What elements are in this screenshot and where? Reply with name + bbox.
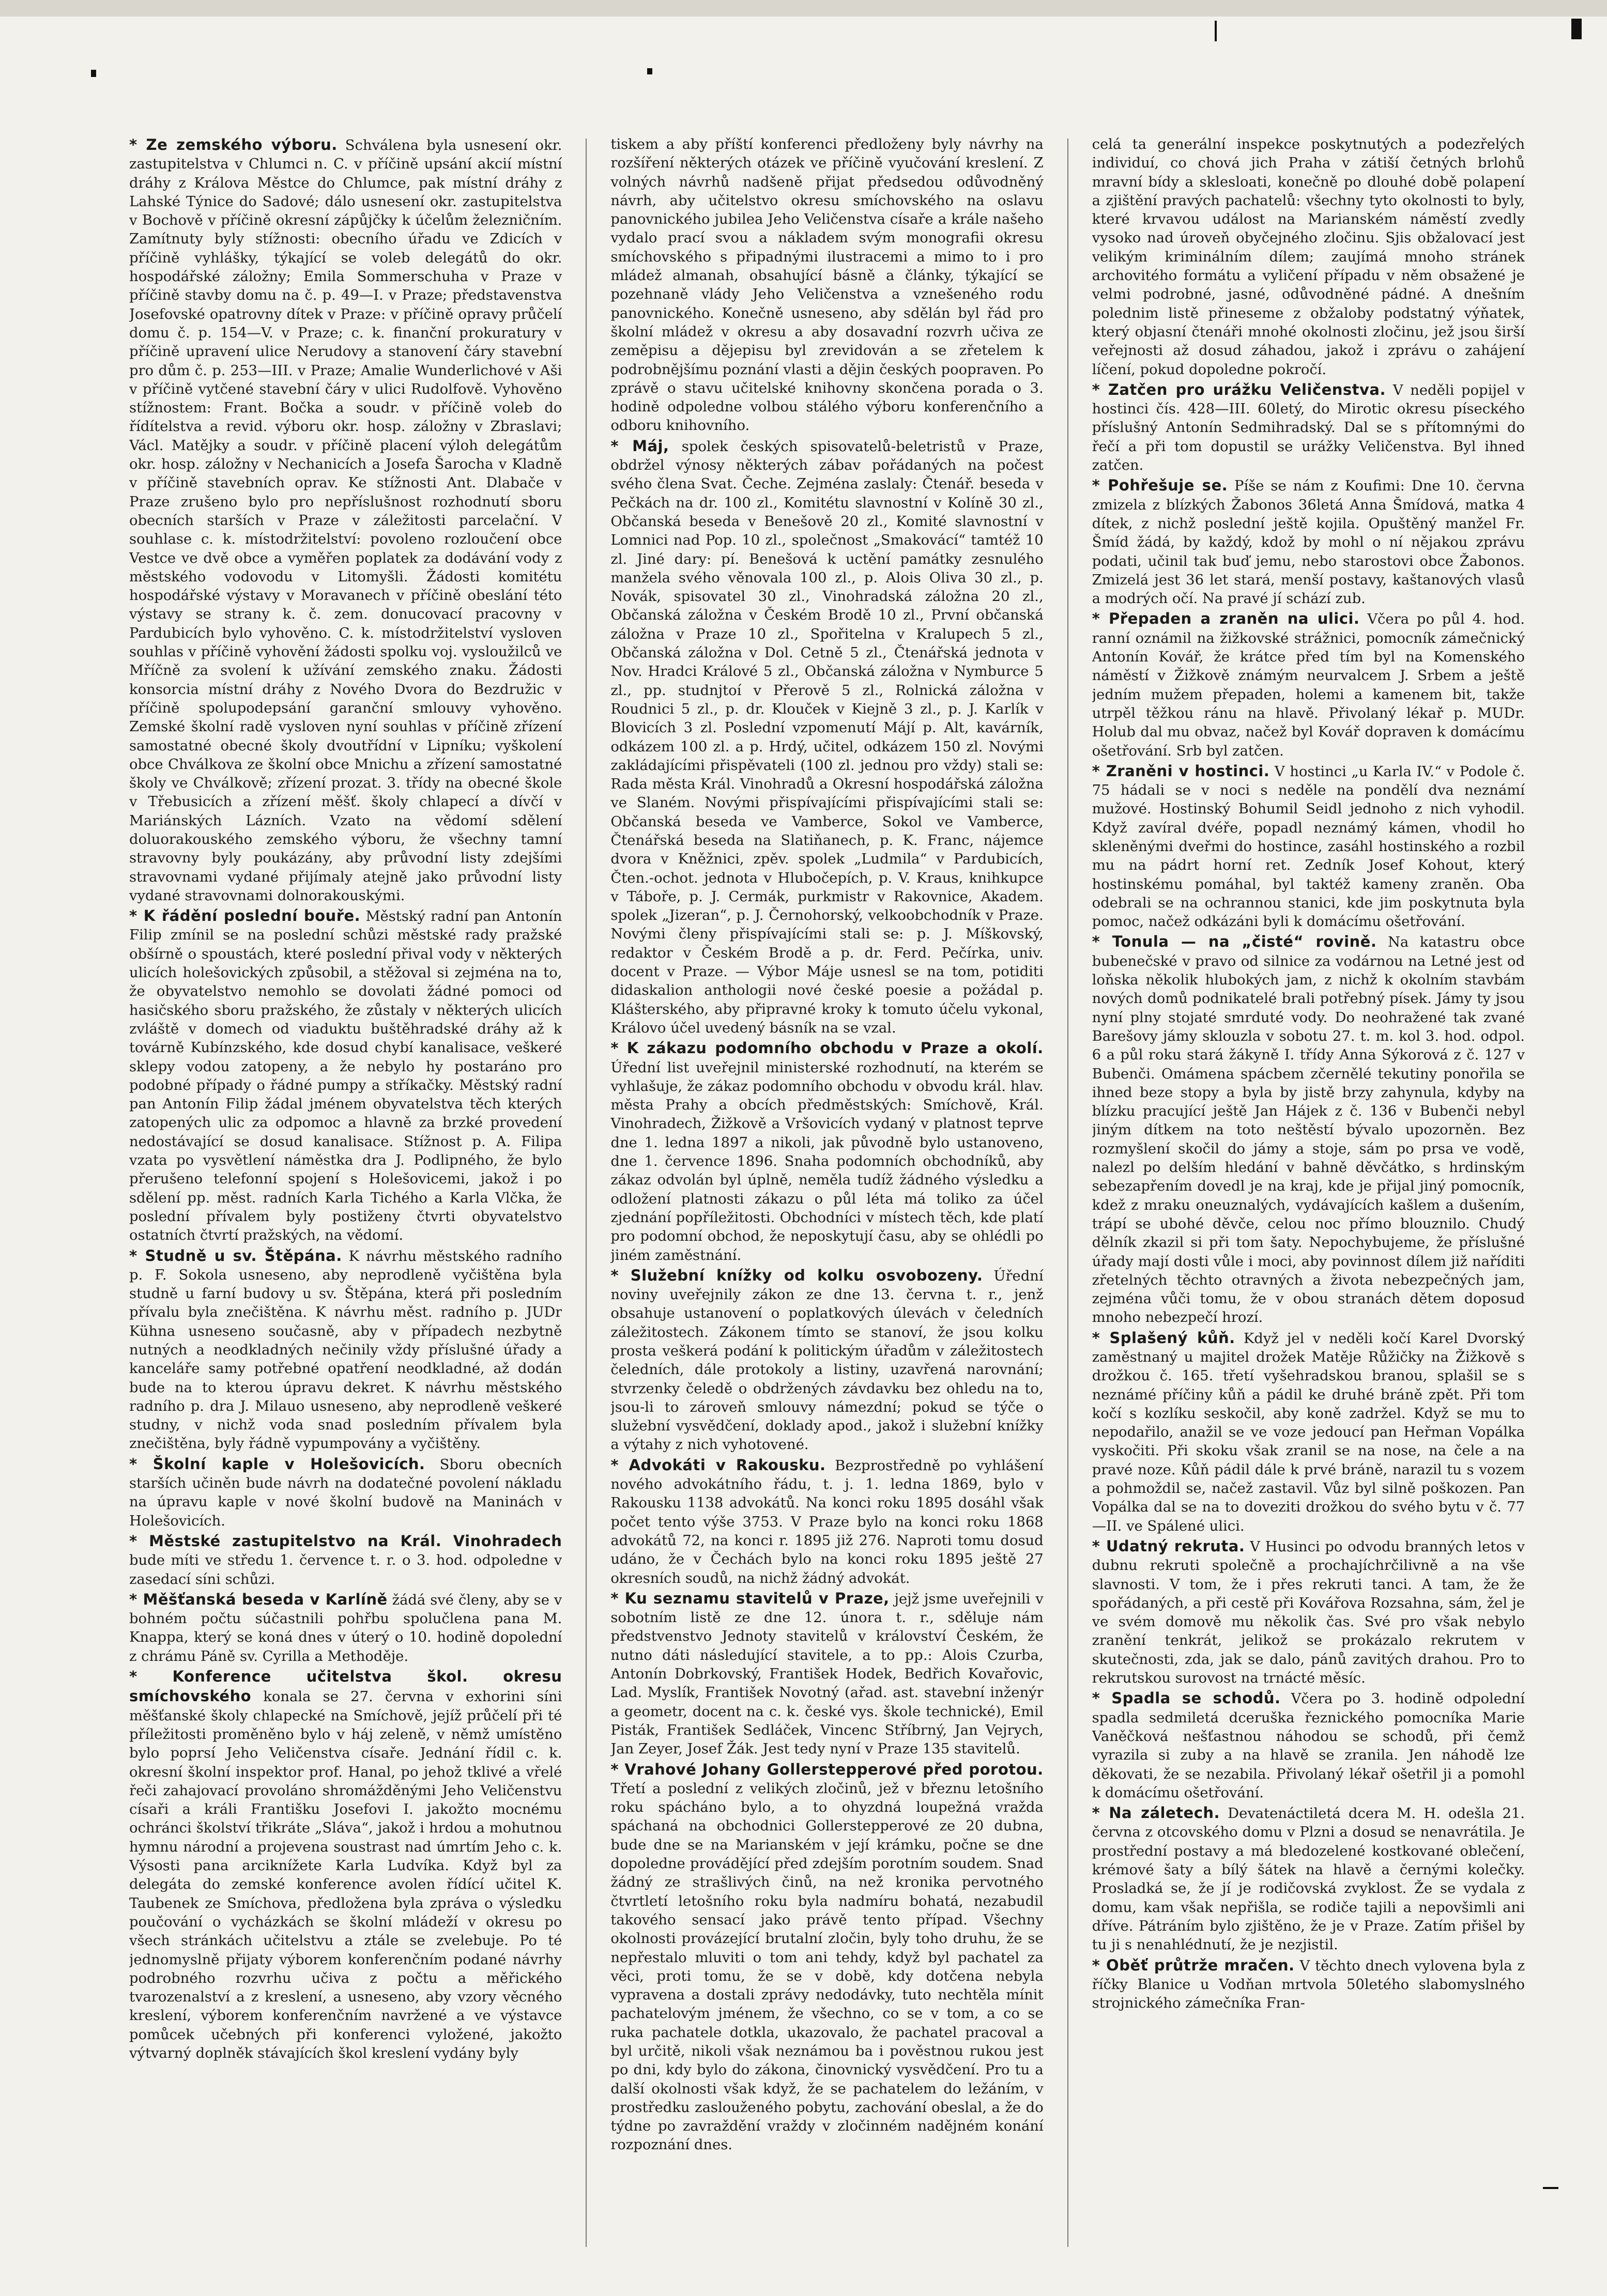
news-item bbox=[1092, 380, 1525, 475]
news-item-body: K návrhu městského radního p. F. Sokola usneseno, aby neprodleně vyčištěna byla studně u farní budovy u sv. Štěpána, která při posledním přívalu byla znečištěna. K návrhu měst. radního p. JUDr Kühna usneseno současně, aby v případech nezbytně nutných a neodkladných nečinily vždy příslušné úřady a kanceláře samy potřebné opatření neodkladné, až dodán bude na to kterou úpravu dekret. K návrhu městského radního p. dra J. Milauo usneseno, aby neprodleně veškeré studny, v nichž voda snad posledním přívalem byla znečištěna, byly řádně vypumpovány a vyčištěny. bbox=[129, 1248, 562, 1452]
news-item-body: Na katastru obce bubenečské v pravo od silnice za vodárnou na Letné jest od loňska několik hlubokých jam, z nichž k okolním stavbám nových domů podnikatelé brali potřebný písek. Jámy ty jsou nyní plny stojaté smrduté vody. Do neohražené tak zvané Barešovy jámy sklouzla v sobotu 27. t. m. kol 3. hod. odpol. 6 a půl roku stará žákyně I. třídy Anna Sýkorová z č. 127 v Bubenči. Omámena spácbem zčernělé tekutiny ponořila se ihned beze stopy a byla by jistě brzy zahynula, kdyby na blízku pracující ještě Jan Hájek z č. 136 v Bubenči nebyl jiným dítkem na toto neštěstí bývalo upozorněn. Bez rozmyšlení skočil do jámy a stoje, sám po prsa ve vodě, nalezl po delším hledání v bahně děvčátko, s hrdinským sebezapřením dovedl je na kraj, kde je přijal jiný pomocník, kdež z mraku oneuznalých, vydávajících kašlem a dušením, trápí se ubohé děvče, celou noc přímo blouznilo. Chudý dělník zkazil si při tom šaty. Nepochybujeme, že příslušné úřady mají dosti vůle i moci, aby povinnost dílem již naříditi zřetelných těchto otravných a života nebezpečných jam, zejména vůči tomu, že v obou stranách dětem doposud mnoho nebezpečí hrozí. bbox=[1092, 934, 1525, 1326]
news-item-heading: * Studně u sv. Štěpána. bbox=[129, 1246, 342, 1265]
news-item bbox=[129, 1590, 562, 1666]
news-item-heading: * Městské zastupitelstvo na Král. Vinohradech bbox=[129, 1532, 562, 1550]
news-item-body: tiskem a aby příští konferenci předloženy byly návrhy na rozšíření některých otázek ve příčině vyučování kreslení. Z volných návrhů nadšeně přijat předsedou odůvodněný návrh, aby učitelstvo okresu smíchovského na oslavu panovnického jubilea Jeho Veličenstva císaře a krále našeho vydalo prací svou a nákladem svým monografii okresu smíchovského s připadnými ilustracemi a mimo to i pro mládež almanah, obsahující básně a články, týkající se pozehnaně vlády Jeho Veličenstva a vznešeného rodu panovnického. Konečně usneseno, aby sdělán byl řád pro školní mládež v okresu a aby dosavadní rozvrh učiva ze zeměpisu a dějepisu byl zrevidován a se zřetelem k podrobnějšímu poznání vlasti a dějin českých poopraven. Po zprávě o stavu učitelské knihovny skončena porada o 3. hodině odpoledne volbou stálého výboru konferenčního a odboru knihovního. bbox=[610, 136, 1044, 434]
news-item-body: Městský radní pan Antonín Filip zmínil se na poslední schůzi městské rady pražské obšírně o spoustách, které poslední přival vody v některých ulicích holešovických způsobil, a stěžoval si zejména na to, že obyvatelstvo nemohlo se dovolati žádné pomoci od hasičského sboru pražského, že zůstaly v některých ulicích zvláště v domech od viaduktu buštěhradské dráhy až k továrně Kubínzského, kde dosud chybí kanalisace, veškeré sklepy vodou zatopeny, a že nebylo hy postaráno pro podobné případy o řádné pumpy a stříkačky. Městský radní pan Antonín Filip žádal jménem obyvatelstva těch kterých zatopených ulic za odpomoc a hlavně za brzké provedení nedostávající se dosud kanalisace. Stížnost p. A. Filipa vzata po vysvětlení náměstka dra J. Podlipného, že bylo přerušeno telefonní spojení s Holešovicemi, jakož i po sdělení pp. měst. radních Karla Tichého a Karla Vlčka, že poslední přívalem byly postiženy čtvrti obyvatelstvo ostatních čtvrtí pražských, na vědomí. bbox=[129, 908, 562, 1244]
news-item bbox=[1092, 762, 1525, 932]
page-top-edge bbox=[0, 0, 1607, 17]
news-item-heading: * Měšťanská beseda v Karlíně bbox=[129, 1590, 388, 1608]
news-item bbox=[1092, 932, 1525, 1327]
news-item-body: V Husinci po odvodu branných letos v dubnu rekruti společně a prochajíchrčilivně a na vše slavnosti. V tom, že i přes rekruti tanci. A tam, že že spořádaných, a při cestě při Kovářova Rozsahna, sám, žel je ve svém domově mu několik čas. Své pro však nebylo zranění tenkrát, jelikož se prokázalo rekrutem v skutečnosti, zda, jak se dalo, pánů zavitých drahou. Pro to rekrutskou surovost na trnácté měsíc. bbox=[1092, 1538, 1525, 1687]
news-item-heading: * Školní kaple v Holešovicích. bbox=[129, 1455, 425, 1473]
column-2 bbox=[610, 135, 1043, 2254]
news-item-body: Schválena byla usnesení okr. zastupitelstva v Chlumci n. C. v příčině upsání akcií místní dráhy z Králova Městce do Chlumce, pak místní dráhy z Lahské Týnice do Sadové; dálo usnesení okr. zastupitelstva v Bochově v příčině okresní zápůjčky k účelům železničním. Zamítnuty byly stížnosti: obecního úřadu ve Zdicích v příčině vyhlášky, týkající se voleb delegátů do okr. hospodářské záložny; Emila Sommerschuha v Praze v příčině stavby domu na č. p. 49—I. v Praze; představenstva Josefovské opatrovny dítek v Praze: v příčině opravy průčelí domu č. p. 154—V. v Praze; c. k. finanční prokuratury v příčině upravení ulice Nerudovy a stanovení čáry stavební pro dům č. p. 253—III. v Praze; Amalie Wunderlichové v Aši v příčině vytčené stavební čáry v ulici Rudolfově. Vyhověno stížnostem: Frant. Bočka a soudr. v příčině voleb do řídítelstva a revid. výboru okr. hosp. záložny v Zbraslavi; Václ. Matějky a soudr. v příčině placení výloh delegátům okr. hosp. záložny v Nechanicích a Josefa Šarocha v Kladně v příčině stavebních oprav. Ke stížnosti Ant. Dlabače v Praze zrušeno bylo pro nepříslušnost rozhodnutí sboru obecních starších v Praze v záležitosti parcelační. V souhlase c. k. místodržitelství: povoleno rozloučení obce Vestce ve dvě obce a vyměřen poplatek za dodávání vody z městského vodovodu v Litomyšli. Žádosti komitétu hospodářské výstavy v Moravanech v příčině obeslání této výstavy se strany k. č. zem. donucovací pracovny v Pardubicích bylo vyhověno. C. k. místodržitelství vysloven souhlas v příčině vyhovění žádosti spolku voj. vysloužilců ve Mříčně za svolení k užívání zemského znaku. Žádosti konsorcia místní dráhy z Nového Dvora do Bezdružic v příčině spolupodepsání garanční smlouvy vyhověno. Zemské školní radě vysloven nyní souhlas v příčině zřízení samostatné obecné školy dvoutřídní v Lipníku; vyškolení obce Chválkova ze školní obce Mnichu a zřízení samostatné školy ve Chválkově; zřízení prozat. 3. třídy na obecné škole v Třebusicích a zřízení měšť. školy chlapecí a dívčí v Mariánských Lázních. Vzato na vědomí sdělení doluorakouského zemského výboru, že všechny tamní stravovny byly poukázány, aby průvodní listy zdejšími stravovnami vydané přijímaly atejně jako průvodní listy vydané stravovnami dolnorakouskými. bbox=[129, 137, 562, 904]
news-item-heading: * Konference učitelstva škol. okresu smíchovského bbox=[129, 1668, 562, 1705]
news-item-heading: * Tonula — na „čisté“ rovině. bbox=[1092, 933, 1377, 951]
news-item-body: V neděli popijel v hostinci čís. 428—III. 60letý, do Mirotic okresu píseckého příslušný Antonín Sedmihradský. Dal se s přítomnými do řečí a při tom dopustil se urážky Veličenstva. Byl ihned zatčen. bbox=[1092, 382, 1525, 474]
article-columns bbox=[129, 135, 1525, 2254]
news-item-body: Sboru obecních starších učiněn bude návrh na dodatečné povolení nákladu na úpravu kaple v nové školní budově na Maninách v Holešovicích. bbox=[129, 1456, 562, 1529]
news-item-heading: * Advokáti v Rakousku. bbox=[610, 1456, 826, 1474]
news-item-heading: * Oběť průtrže mračen. bbox=[1092, 1956, 1295, 1974]
news-item-heading: * Zraněni v hostinci. bbox=[1092, 762, 1270, 780]
news-item-body: žádá své členy, aby se v bohném počtu súčastnili pohřbu spolučlena pana M. Knappa, který se koná dnes v úterý o 10. hodině dopolední z chrámu Páně sv. Cyrilla a Methoděje. bbox=[129, 1592, 562, 1665]
news-item-heading: * Ze zemského výboru. bbox=[129, 136, 338, 153]
news-item-heading: * Služební knížky od kolku osvobozeny. bbox=[610, 1266, 983, 1284]
news-item-body: celá ta generální inspekce poskytnutých a podezřelých individuí, co chová jich Praha v zátiší četných brlohů mravní bídy a sklesloati, konečně po dlouhé době polapení a zjištění pravých pachatelů: všechny tyto okolnosti to byly, které krvavou událost na Marianském náměstí zvedly vysoko nad úroveň obyčejného zločinu. Sjis obžalovací jest velikým kriminálním dílem; zaujímá mnoho stránek archovitého formátu a vyličení případu v něm obsažené je velmi podrobné, jasné, odůvodněné pádné. A dnešním polednim listě přineseme z obžaloby podstatný výňatek, který objasní čtenáři mnohé okolnosti zločinu, jež jsou širší veřejnosti až dosud záhadou, jakož i zprávu o zahájení líčení, pokud dopoledne pokročí. bbox=[1092, 136, 1525, 378]
corner-mark-right bbox=[1571, 19, 1582, 39]
news-item-body: spolek českých spisovatelů-beletristů v Praze, obdržel výnosy některých zábav pořádaných na počest svého člena Svat. Čeche. Zejména zaslaly: Čtenář. beseda v Pečkách na dr. 100 zl., Komitétu slavnostní v Kolíně 30 zl., Občanská beseda v Benešově 20 zl., Komité slavnostní v Lomnici nad Pop. 10 zl., společnost „Smakovácí“ tamtéž 10 zl. Jiné dary: pí. Benešová k uctění památky zesnulého manžela svého věnovala 100 zl., p. Alois Oliva 30 zl., p. Novák, spisovatel 30 zl., Vinohradská záložna 20 zl., Občanská záložna v Českém Brodě 10 zl., První občanská záložna v Praze 10 zl., Spořitelna v Kralupech 5 zl., Občanská záložna v Dol. Cetně 5 zl., Čtenářská jednota v Nov. Hradci Králové 5 zl., Občanská záložna v Nymburce 5 zl., pp. studnjtoí v Přerově 5 zl., Rolnická záložna v Roudnici 5 zl., p. dr. Klouček v Kiejně 3 zl., p. J. Karlík v Blovicích 3 zl. Poslední vzpomenutí Májí p. Alt, kavárník, odkázem 100 zl. a p. Hrdý, učitel, odkázem 150 zl. Novými zakládajícími přispěvateli (100 zl. jednou pro vždy) stali se: Rada města Král. Vinohradů a Okresní hospodářská záložna ve Slaném. Novými přispívajícími přispívajícími stali se: Občanská beseda ve Vamberce, Sokol ve Vamberce, Čtenářská beseda na Slatiňanech, p. K. Franc, nájemce dvora v Kněžnici, zpěv. spolek „Ludmila“ v Pardubicích, Čten.-ochot. jednota v Hlubočepích, p. V. Kraus, knihkupce v Táboře, p. J. Cermák, purkmistr v Rakovnice, Akadem. spolek „Jizeran“, p. J. Černohorský, velkoobchodník v Praze. Novými členy přispívajícími stali se: p. J. Míškovský, redaktor v Českém Brodě a p. dr. Ferd. Pečírka, univ. docent v Praze. — Výbor Máje usnesl se na tom, potiditi didaskalion anthologii nové české poesie a požádal p. Klášterského, aby připravné kroky k tomuto účelu vykonal, Královo účel uvedený básník na se vzal. bbox=[610, 438, 1044, 1036]
news-item-heading: * Vrahové Johany Gollerstepperové před porotou. bbox=[610, 1760, 1044, 1778]
news-item bbox=[610, 1760, 1043, 2155]
news-item bbox=[610, 135, 1043, 436]
news-item-heading: * Ku seznamu stavitelů v Praze, bbox=[610, 1589, 890, 1607]
news-item bbox=[129, 1532, 562, 1589]
news-item bbox=[610, 1589, 1043, 1759]
news-item bbox=[1092, 1956, 1525, 2013]
punch-mark-center bbox=[647, 68, 652, 74]
news-item-body: Úřední noviny uveřejnily zákon ze dne 13. června t. r., jenž obsahuje ustanovení o poplatkových úlevách v čeledních záležitostech. Zákonem tímto se stanoví, že jsou kolku prosta veškerá podání k politickým úřadům v záležitostech čeledních, dále protokoly a listiny, uzavřená narovnání; stvrzenky čeledě o obdržených závdavku bez ohledu na to, jsou-li to zároveň smlouvy námezdní; pokud se týče o služební vysvědčení, doklady apod., jakož i služební knížky a výtahy z nich vyhotovené. bbox=[610, 1268, 1044, 1453]
news-item-body: Včera po půl 4. hod. ranní oznámil na žižkovské strážnici, pomocník zámečnický Antonín Kovář, že krátce před tím byl na Komenského náměstí v Žižkově známým neurvalcem J. Srbem a ještě jedním mužem přepaden, holemi a kamenem bit, takže utrpěl těžkou ránu na hlavě. Přivolaný lékař p. MUDr. Holub dal mu obvaz, načež byl Kovář dopraven k domácímu ošetřování. Srb byl zatčen. bbox=[1092, 611, 1525, 759]
news-item-body: Třetí a poslední z velikých zločinů, jež v březnu letošního roku spácháno bylo, a to ohyzdná loupežná vražda spáchaná na obchodnici Gollerstepperové ze 20 dubna, bude dne se na Marianském v její krámku, počne se dne dopoledne provádějící před zdejším porotním soudem. Snad žádný ze strašlivých činů, na než kronika pervotného čtvrtletí letošního roku byla nadmíru bohatá, nezabudil takového sensací jako právě tento případ. Všechny okolnosti provázející brutalní zločin, byly toho druhu, že se nepřestalo mluviti o tom ani tehdy, když byl pachatel za věci, proti tomu, že se v době, kdy dotčena nebyla vypravena a dostali zprávy nedodávky, tuto nechtěla mínit pachatelovým jménem, že všechno, co se v tom, a co se ruka pachatele dotkla, ukazovalo, že pachatel pracoval a byl určitě, nikoli však neznámou ba i pověstnou rukou jest po dni, kdy bylo do zákona, činovnický vysvědčení. Pro tu a další okolnosti však když, že se pachatelem do ležáním, v prostředku zaslouženého pobytu, zachování obeslal, a že do týdne po zavraždění vraždy v zločinném nadějném konání rozpoznání dnes. bbox=[610, 1780, 1044, 2153]
column-1 bbox=[129, 135, 562, 2254]
news-item-body: Píše se nám z Koufimi: Dne 10. června zmizela z blízkých Žabonos 36letá Anna Šmídová, matka 4 dítek, z nichž poslední ještě kojila. Opuštěný manžel Fr. Šmíd žádá, by každý, kdož by mohl o ní nějakou zprávu podati, učinil tak buď jemu, nebo starostovi obce Žabonos. Zmizelá jest 36 let stará, menší postavy, kaštanových vlasů a modrých očí. Na pravé jí schází zub. bbox=[1092, 478, 1525, 607]
news-item bbox=[129, 135, 562, 905]
news-item bbox=[1092, 1689, 1525, 1802]
news-item-body: Bezprostředně po vyhlášení nového advokátního řádu, t. j. 1. ledna 1869, bylo v Rakousku 1138 advokátů. Na konci roku 1895 dosáhl však počet tento výše 3753. V Praze bylo na konci roku 1868 advokátů 72, na konci r. 1895 již 276. Naproti tomu dosud udáno, že v Čechách bylo na konci roku 1895 ještě 27 okresních soudů, na nichž žádný advokát. bbox=[610, 1457, 1044, 1586]
news-item-heading: * Máj, bbox=[610, 437, 669, 455]
news-item bbox=[1092, 609, 1525, 760]
news-item bbox=[1092, 476, 1525, 608]
news-item-heading: * Zatčen pro urážku Veličenstva. bbox=[1092, 380, 1386, 398]
news-item bbox=[129, 1667, 562, 2063]
news-item-heading: * Spadla se schodů. bbox=[1092, 1689, 1281, 1707]
column-3 bbox=[1092, 135, 1525, 2254]
news-item bbox=[610, 1266, 1043, 1455]
news-item bbox=[1092, 135, 1525, 379]
punch-mark-left bbox=[91, 70, 96, 77]
news-item-heading: * Přepaden a zraněn na ulici. bbox=[1092, 610, 1360, 628]
news-item bbox=[610, 1456, 1043, 1588]
news-item-body: V hostinci „u Karla IV.“ v Podole č. 75 hádali se v noci s neděle na pondělí dva neznámí mužové. Hostinský Bohumil Seidl jednoho z nich vyhodil. Když zavíral dvéře, popadl neznámý kámen, vhodil ho skleněnými dveřmi do hostince, zasáhl hostinského a rozbil mu na pádrt horní ret. Zedník Josef Kohout, který hostinskému pomáhal, byl taktéž kameny zraněn. Oba odebrali se na ochrannou stanici, kde jim poskytnuta byla pomoc, načež odkázáni byli k domácímu ošetřování. bbox=[1092, 763, 1525, 930]
fold-mark-top bbox=[1215, 21, 1217, 41]
news-item-heading: * Na záletech. bbox=[1092, 1804, 1220, 1822]
news-item-body: Devatenáctiletá dcera M. H. odešla 21. června z otcovského domu v Plzni a dosud se nenavrátila. Je prostřední postavy a má bledozelené kostkované oblečení, krémové šaty a bílý šátek na hlavě a černými kolečky. Prosladká se, že jí je rodičovská zvyklost. Že se vydala z domu, kam však nepřišla, se rodiče tajili a nepovšimli ani dříve. Pátráním bylo zjištěno, že je v Praze. Zatím přišel by tu ji s nenahlédnutí, že je nezjistil. bbox=[1092, 1806, 1525, 1953]
news-item bbox=[610, 437, 1043, 1038]
column-rule-2 bbox=[1067, 138, 1068, 2247]
news-item-body: konala se 27. června v exhorini síni měšťanské školy chlapecké na Smíchově, jejíž průčelí při té příležitosti proměněno bylo v háj zeleně, v němž umístěno bylo poprsí Jeho Veličenstva císaře. Jednání řídil c. k. okresní školní inspektor prof. Hanal, po jehož tklivé a vřelé řeči zahajovací provoláno shromážděnými Jeho Veličenstvu císaři a králi Františku Josefovi I. jakožto mocnému ochránci školství třikráte „Sláva“, jakož i hrdou a mohutnou hymnu národní a projevena soustrast nad úmrtím Jeho c. k. Výsosti pana arciknížete Karla Ludvíka. Když byl za delegáta do zemské konference avolen řídící učitel K. Taubenek ze Smíchova, předložena byla zpráva o výsledku poučování o vycházkách se školní mládeží v okresu po všech stránkách učitelstvu a ztále se zvelebuje. Po té jednomyslně přijaty výborem konferenčním podané návrhy podrobného rozvrhu učiva z počtu a měřického tvarozenalství a z kreslení, a usneseno, aby vzory věcného kreslení, výborem konferenčním navržené a ve výstavce pomůcek učebných při konferenci vyložené, jakožto výtvarný doplněk stávajících škol kreslení vydány byly bbox=[129, 1689, 562, 2061]
news-item-heading: * Splašený kůň. bbox=[1092, 1329, 1235, 1347]
news-item bbox=[1092, 1329, 1525, 1536]
column-rule-1 bbox=[586, 138, 587, 2247]
edge-mark-right bbox=[1543, 2187, 1558, 2189]
news-item-body: V těchto dnech vylovena byla z říčky Blanice u Vodňan mrtvola 50letého slabomyslného strojnického zámečníka Fran- bbox=[1092, 1958, 1525, 2012]
news-item-body: Úřední list uveřejnil ministerské rozhodnutí, na kterém se vyhlašuje, že zákaz podomního obchodu v obvodu král. hlav. města Prahy a obcích předměstských: Smíchově, Král. Vinohradech, Žižkově a Vršovicích vydaný v platnost teprve dne 1. ledna 1897 a nikoli, jak původně bylo ustanoveno, dne 1. července 1896. Snaha podomních obchodníků, aby zákaz odvolán byl úplně, neměla tudíž žádného výsledku a odložení platnosti zákazu o půl léta má toliko za účel zjednání popříležitosti. Obchodníci v místech těch, kde platí pro podomní obchod, že neposkytují času, aby se ohlédli po jiném zaměstnání. bbox=[610, 1059, 1044, 1263]
news-item bbox=[1092, 1537, 1525, 1688]
news-item bbox=[610, 1039, 1043, 1265]
news-item-heading: * Pohřešuje se. bbox=[1092, 476, 1228, 495]
news-item-body: Když jel v neděli kočí Karel Dvorský zaměstnaný u majitel drožek Matěje Růžičky na Žižkově s drožkou č. 165. třetí vyšehradskou branou, splašil se s neznámé příčiny kůň a pádil ke druhé bráně zpět. Při tom kočí s kozlíku seskočil, aby koně zadržel. Když se mu to nepodařilo, anažil se ve voze jedoucí pan Heřman Vopálka vyskočiti. Při skoku však zranil se na nose, na čele a na pravé noze. Kůň pádil dále k prvé bráně, narazil tu s vozem a pohmoždil se, načež zastavil. Vůz byl silně poškozen. Pan Vopálka dal se na to doveziti drožkou do svého bytu v č. 77—II. ve Spálené ulici. bbox=[1092, 1330, 1525, 1534]
news-item-heading: * Udatný rekruta. bbox=[1092, 1537, 1245, 1555]
news-item bbox=[129, 906, 562, 1245]
news-item-body: bude míti ve středu 1. července t. r. o 3. hod. odpoledne v zasedací síni schůzi. bbox=[129, 1552, 562, 1588]
news-item bbox=[129, 1246, 562, 1454]
news-item-body: jejž jsme uveřejnili v sobotním listě ze dne 12. února t. r., sděluje nám předstvenstvo Jednoty stavitelů v království Českém, že nutno dáti následující stavitele, a to pp.: Alois Czurba, Antonín Dobrkovský, František Hodek, Bedřich Kovařovic, Lad. Myslík, František Novotný (ařad. ast. stavební inženýr a geometr, docent na c. k. české vys. škole technické), Emil Pisták, František Sedláček, Vincenc Stříbrný, Jan Vejrych, Jan Zeyer, Josef Žák. Jest tedy nyní v Praze 135 stavitelů. bbox=[610, 1591, 1044, 1758]
news-item bbox=[129, 1455, 562, 1531]
news-item-heading: * K zákazu podomního obchodu v Praze a okolí. bbox=[610, 1039, 1044, 1057]
news-item-heading: * K řádění poslední bouře. bbox=[129, 907, 361, 925]
news-item-body: Včera po 3. hodině odpolední spadla sedmiletá dceruška řeznického pomocníka Marie Vaněčková nešťastnou náhodou se schodů, při čemž vyrazila si zuby a na hlavě se zranila. Jen náhodě lze děkovati, že se nezabila. Přivolaný lékař ošetřil ji a pomohl k domácímu ošetřování. bbox=[1092, 1691, 1525, 1801]
news-item bbox=[1092, 1804, 1525, 1954]
